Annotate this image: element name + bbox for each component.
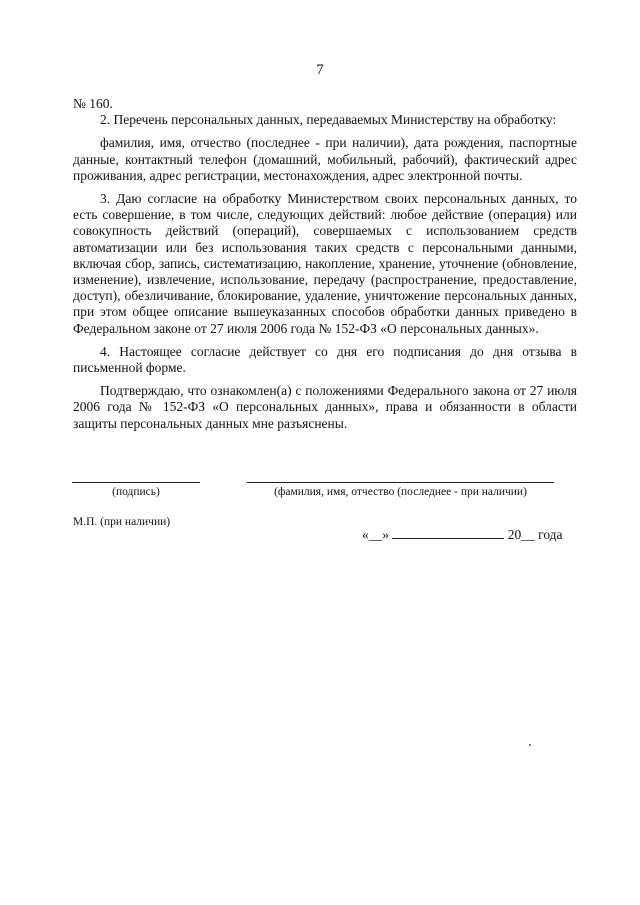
signature-line (72, 482, 200, 483)
carry-over-text: № 160. (73, 96, 113, 111)
item-2-heading: 2. Перечень персональных данных, передаваемых Министерству на обработку: (100, 112, 557, 128)
date-year-word: года (538, 527, 563, 542)
signature-caption: (подпись) (112, 486, 160, 498)
name-caption: (фамилия, имя, отчество (последнее - при наличии) (274, 486, 527, 498)
name-line (247, 482, 554, 483)
item-3-paragraph: 3. Даю согласие на обработку Министерством своих персональных данных, то есть совершение, в том числе, следующих действий: любое действие (операция) или совокупность действий (операций), совершаемых с использованием средств автоматизации или без использования таких средств с персональными данными, включая сбор, запись, систематизацию, накопление, хранение, уточнение (обновление, изменение), извлечение, использование, передачу (распространение, предоставление, доступ), обезличивание, блокирование, удаление, уничтожение персональных данных, при этом общее описание вышеуказанных способов обработки данных приведено в Федеральном законе от 27 июля 2006 года № 152-ФЗ «О персональных данных». (73, 191, 577, 336)
confirmation-paragraph: Подтверждаю, что ознакомлен(а) с положениями Федерального закона от 27 июля 2006 года № 152-ФЗ «О персональных данных», права и обязанности в области защиты персональных данных мне разъяснены. (73, 383, 577, 431)
stamp-note: М.П. (при наличии) (73, 516, 171, 528)
page-number: 7 (316, 62, 324, 78)
scan-speck (529, 744, 531, 746)
date-line (362, 526, 563, 543)
date-year-blank: __ (521, 527, 535, 542)
date-year-prefix: 20 (507, 527, 522, 542)
date-close-quote: » (382, 527, 389, 542)
item-2-list: фамилия, имя, отчество (последнее - при наличии), дата рождения, паспортные данные, контактный телефон (домашний, мобильный, рабочий), фактический адрес проживания, адрес регистрации, местонахождения, адрес электронной почты. (73, 135, 577, 183)
document-body (73, 96, 577, 432)
date-day-blank: __ (368, 527, 383, 542)
item-4-paragraph: 4. Настоящее согласие действует со дня его подписания до дня отзыва в письменной форме. (73, 343, 577, 376)
date-month-blank (392, 526, 504, 539)
date-open-quote: « (362, 527, 369, 542)
